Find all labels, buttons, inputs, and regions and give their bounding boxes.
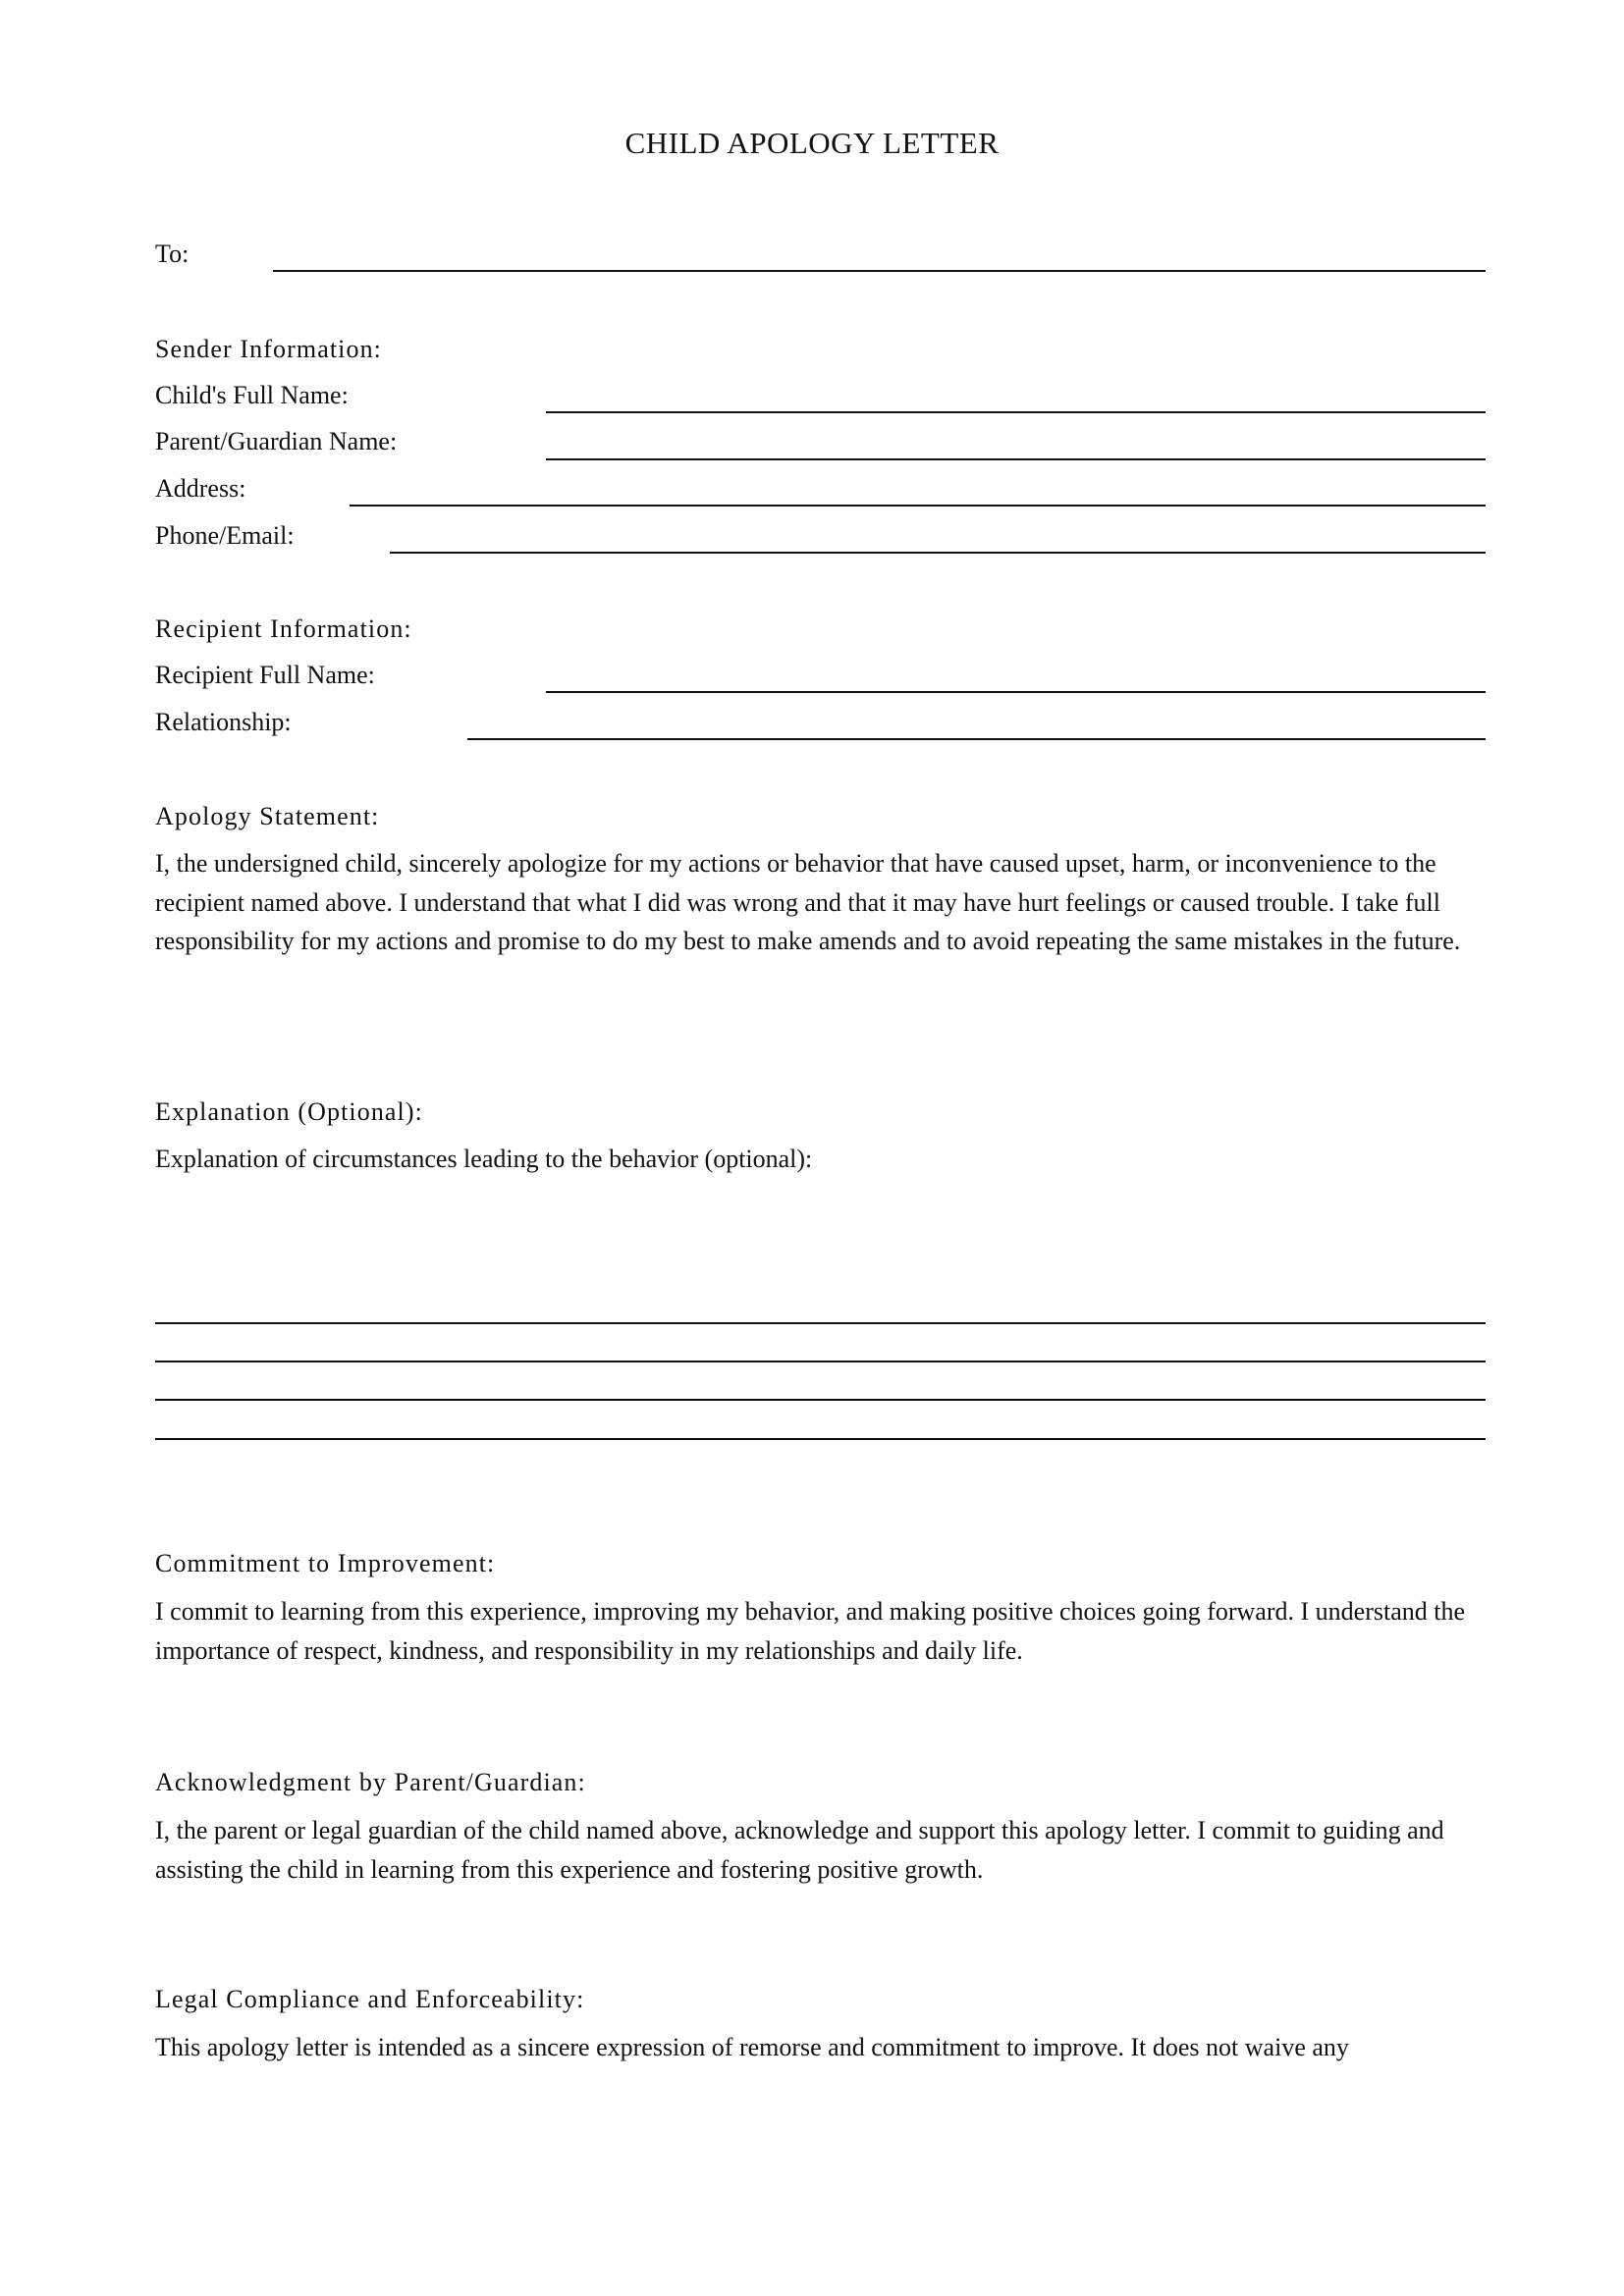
explanation-line-4[interactable] — [155, 1438, 1486, 1440]
explanation-heading: Explanation (Optional): — [155, 1097, 423, 1126]
phone-email-field-line[interactable] — [390, 552, 1486, 554]
address-field-line[interactable] — [350, 505, 1486, 507]
address-label: Address: — [155, 474, 246, 503]
explanation-line-2[interactable] — [155, 1361, 1486, 1362]
recipient-full-name-label: Recipient Full Name: — [155, 661, 375, 689]
commitment-heading: Commitment to Improvement: — [155, 1549, 496, 1577]
explanation-line-1[interactable] — [155, 1322, 1486, 1324]
explanation-prompt: Explanation of circumstances leading to the behavior (optional): — [155, 1145, 813, 1173]
to-field-line[interactable] — [273, 270, 1486, 272]
recipient-information-heading: Recipient Information: — [155, 614, 412, 643]
childs-full-name-field-line[interactable] — [546, 411, 1486, 413]
childs-full-name-label: Child's Full Name: — [155, 381, 349, 409]
document-title: CHILD APOLOGY LETTER — [624, 126, 1000, 160]
relationship-label: Relationship: — [155, 708, 292, 736]
sender-information-heading: Sender Information: — [155, 335, 383, 363]
apology-statement-text: I, the undersigned child, sincerely apologize for my actions or behavior that have caused upset, harm, or inconvenience to the recipient named above. I understand that what I did was wrong and that it may have hurt feelings or caused trouble. I take full responsibility for my actions and promise to do my best to make amends and to avoid repeating the same mistakes in the future. — [155, 849, 1461, 955]
parent-guardian-name-label: Parent/Guardian Name: — [155, 427, 398, 455]
recipient-full-name-field-line[interactable] — [546, 691, 1486, 693]
legal-compliance-heading: Legal Compliance and Enforceability: — [155, 1985, 585, 2013]
parent-guardian-name-field-line[interactable] — [546, 458, 1486, 460]
apology-statement-heading: Apology Statement: — [155, 802, 380, 830]
acknowledgment-text: I, the parent or legal guardian of the child named above, acknowledge and support this apology letter. I commit to guiding and assisting the child in learning from this experience and fostering positive growth. — [155, 1816, 1444, 1884]
relationship-field-line[interactable] — [467, 738, 1486, 740]
legal-compliance-text: This apology letter is intended as a sincere expression of remorse and commitment to improve. It does not waive any — [155, 2033, 1349, 2061]
acknowledgment-heading: Acknowledgment by Parent/Guardian: — [155, 1768, 586, 1796]
commitment-text: I commit to learning from this experience, improving my behavior, and making positive choices going forward. I understand the importance of respect, kindness, and responsibility in my relationships and daily life. — [155, 1597, 1465, 1665]
phone-email-label: Phone/Email: — [155, 521, 295, 550]
to-label: To: — [155, 240, 189, 268]
explanation-line-3[interactable] — [155, 1399, 1486, 1401]
